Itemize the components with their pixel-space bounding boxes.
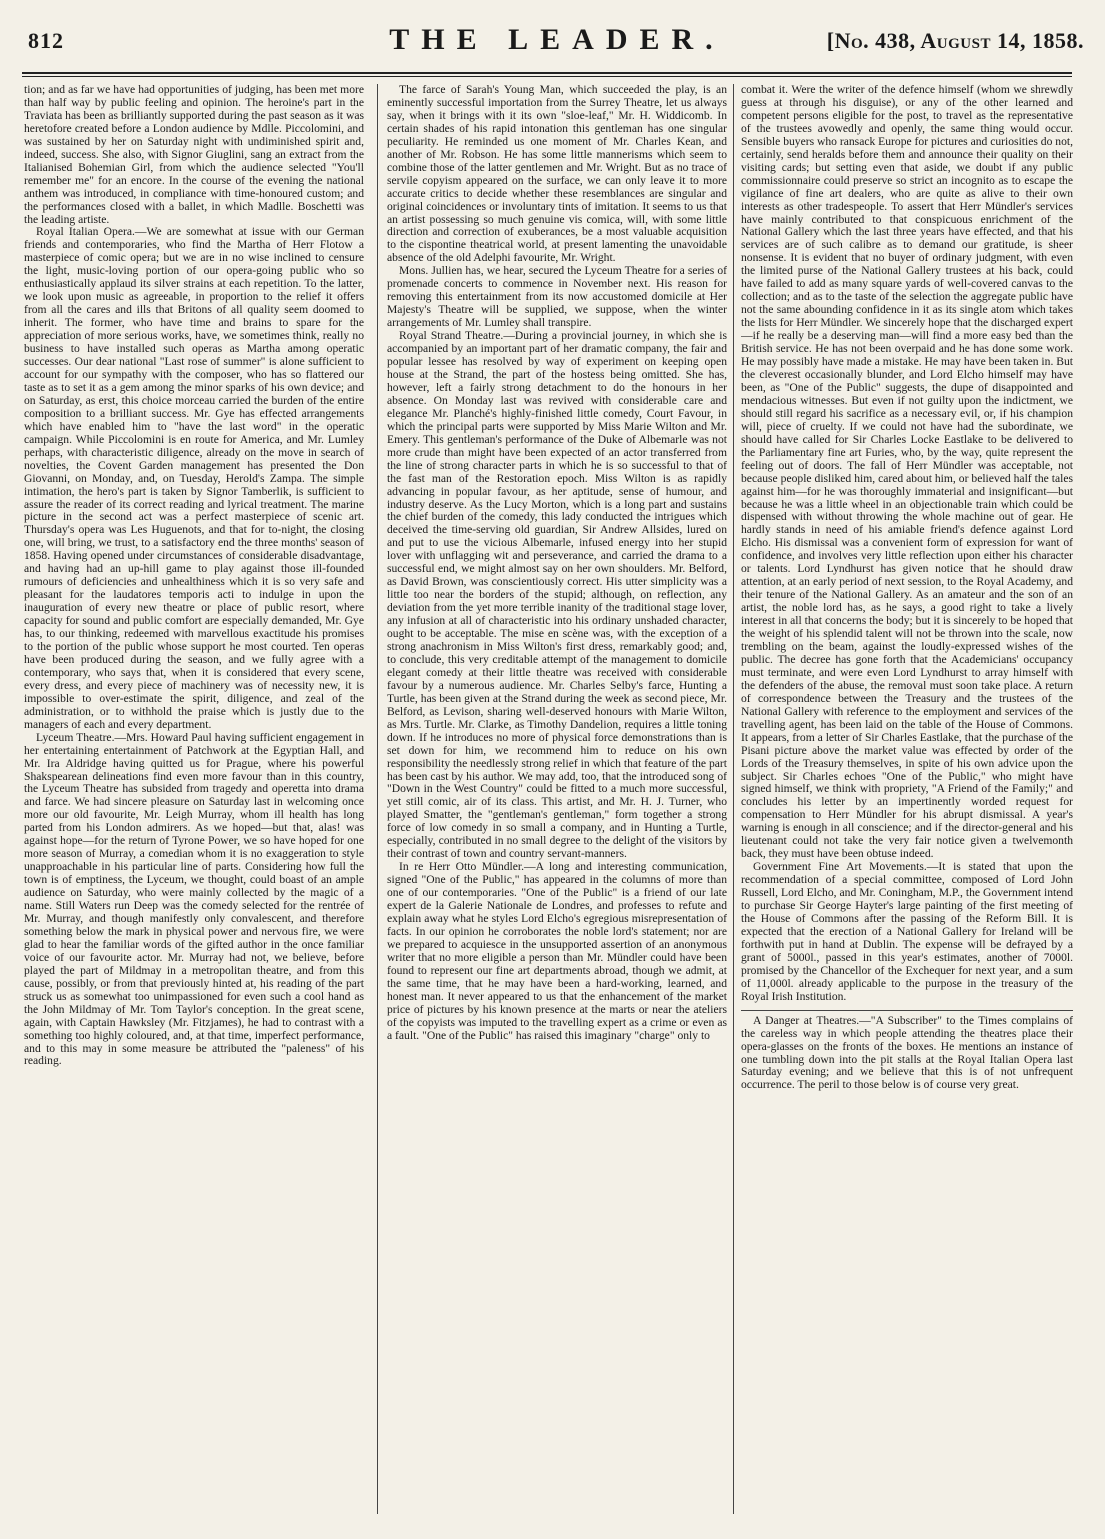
article-paragraph: tion; and as far we have had opportunities of judging, has been met more than half way by public feeling and opinion. The heroine's part in the Traviata has been as brilliantly supported during the past season as it was heretofore created before a London audience by Mdlle. Piccolomini, and was sustained by her on Saturday night with undiminished spirit and, indeed, success. She also, with Signor Giuglini, sang an extract from the Italianised Bohemian Girl, from which the audience selected "You'll remember me" for an encore. In the course of the evening the national anthem was introduced, in compliance with time-honoured custom; and the performances closed with a ballet, in which Madlle. Boschetti was the leading artiste. xyxy=(24,84,364,226)
column-divider xyxy=(733,84,734,1514)
article-royal-strand-theatre: Royal Strand Theatre.—During a provincial journey, in which she is accompanied by an important part of her dramatic company, the fair and popular lessee has resolved by way of experiment on keeping open house at the Strand, the part of the hostess being omitted. She has, however, left a fairly strong detachment to do the honours in her absence. On Monday last was revived with considerable care and elegance Mr. Planché's highly-finished little comedy, Court Favour, in which the principal parts were supported by Miss Marie Wilton and Mr. Emery. This gentleman's performance of the Duke of Albemarle was not more crude than might have been expected of an actor transferred from the line of strong character parts in which he is so successful to that of the fast man of the Restoration epoch. Miss Wilton is as rapidly advancing in popular favour, as her aptitude, sense of humour, and industry deserve. As the Lucy Morton, which is a long part and sustains the chief burden of the comedy, this lady conducted the intrigues which deceived the time-serving old guardian, Sir Andrew Allsides, lured on and put to use the vicious Albemarle, infused energy into her stupid lover with unflagging wit and perseverance, and carried the drama to a successful end, we might almost say on her own shoulders. Mr. Belford, as David Brown, was conscientiously correct. His utter simplicity was a little too near the borders of the stupid; although, on reflection, any deviation from the yet more terrible inanity of the traditional stage lover, any infusion at all of characteristic into his ordinary unshaded character, ought to be acceptable. The mise en scène was, with the exception of a strong anachronism in Miss Wilton's first dress, remarkably good; and, to conclude, this very creditable attempt of the management to domicile elegant comedy at their little theatre was received with considerable favour by a numerous audience. Mr. Charles Selby's farce, Hunting a Turtle, has been given at the Strand during the week as second piece, Mr. Belford, as Levison, sharing well-deserved honours with Marie Wilton, as Mrs. Turtle. Mr. Clarke, as Timothy Dandelion, requires a little toning down. If he introduces no more of physical force demonstrations than is set down for him, we recommend him to reduce on his own responsibility the needlessly strong relief in which that feature of the part has been cast by his author. We may add, too, that the introduced song of "Down in the West Country" could be fitted to a much more successful, yet still comic, air of its class. This artist, and Mr. H. J. Turner, who played Smatter, the "gentleman's gentleman," form together a strong force of low comedy in so small a company, and in Hunting a Turtle, especially, contributed in no small degree to the delight of the visitors by their contrast of town and country servant-manners. xyxy=(387,329,727,861)
article-lyceum-theatre: Lyceum Theatre.—Mrs. Howard Paul having sufficient engagement in her entertaining entertainment of Patchwork at the Egyptian Hall, and Mr. Ira Aldridge having quitted us for Prague, where his powerful Shakspearean delineations find even more favour than in this country, the Lyceum Theatre has subsided from tragedy and operetta into drama and farce. We had sincere pleasure on Saturday last in welcoming once more our old favourite, Mr. Leigh Murray, whom ill health has long parted from his London admirers. As we hoped—but that, alas! was against hope—for the return of Tyrone Power, we so have hoped for one more season of Murray, a comedian whom it is no exaggeration to style unapproachable in his particular line of parts. Considering how full the town is of emptiness, the Lyceum, we thought, could boast of an ample audience on Saturday, who were mainly collected by the magic of a name. Still Waters run Deep was the comedy selected for the rentrée of Mr. Murray, and though manifestly only convalescent, and therefore something below the mark in physical power and nervous fire, we were glad to hear the familiar words of the gifted author in the once familiar voice of our favourite actor. Mr. Murray had not, we believe, before played the part of Mildmay in a metropolitan theatre, and from this cause, possibly, or from that previously hinted at, his reading of the part struck us as somewhat too unimpassioned for even such a cool hand as the John Mildmay of Mr. Tom Taylor's conception. In the great scene, again, with Captain Hawksley (Mr. Fitzjames), he had to contrast with a something too highly coloured, and, at that time, imperfect performance, and to this may in some measure be attributed the "paleness" of his reading. xyxy=(24,730,364,1068)
article-jullien: Mons. Jullien has, we hear, secured the Lyceum Theatre for a series of promenade concerts to commence in November next. His reason for removing this entertainment from its now accustomed domicile at Her Majesty's Theatre will be supplied, we suppose, when the winter arrangements of Mr. Lumley shall transpire. xyxy=(387,264,727,330)
masthead xyxy=(22,18,1092,64)
masthead-rule-thin xyxy=(22,76,1072,77)
column-2 xyxy=(387,84,727,1519)
page-number: 812 xyxy=(28,28,64,53)
article-separator xyxy=(741,1010,1073,1011)
column-3 xyxy=(741,84,1073,1519)
issue-date: [No. 438, August 14, 1858. xyxy=(826,28,1084,53)
article-herr-otto-mundler: In re Herr Otto Mündler.—A long and interesting communication, signed "One of the Public," has appeared in the columns of more than one of our contemporaries. "One of the Public" is a friend of our late expert de la Galerie Nationale de Londres, and professes to refute and explain away what he styles Lord Elcho's egregious misrepresentation of facts. In our opinion he corroborates the noble lord's statement; nor are we prepared to acquiesce in the unsupported assertion of an anonymous writer that no more eligible a person than Mr. Mündler could have been found to represent our fine art departments abroad, though we admit, at the same time, that he may have been a hard-working, learned, and honest man. It never appeared to us that the enhancement of the market price of pictures by his known presence at the marts or near the ateliers of the copyists was imputed to the travelling expert as a crime or even as a fault. "One of the Public" has raised this imaginary "charge" only to xyxy=(387,860,727,1042)
article-paragraph: The farce of Sarah's Young Man, which succeeded the play, is an eminently successful importation from the Surrey Theatre, let us always say, when it brings with it its own "sloe-leaf," Mr. H. Widdicomb. In certain shades of his rapid intonation this gentleman has one singular peculiarity. He reminded us one moment of Mr. Charles Kean, and another of Mr. Robson. He has some little mannerisms which seem to combine those of the latter gentlemen and Mr. Wright. But as no trace of servile copyism appeared on the surface, we can only leave it to more accurate critics to decide whether these resemblances are singular and original coincidences or involuntary tints of imitation. It seems to us that an artist possessing so much genuine vis comica, will, with some little direction and correction of exuberances, be a most valuable acquisition to the cispontine theatrical world, at present lamenting the unavoidable absence of the old Adelphi favourite, Mr. Wright. xyxy=(387,84,727,265)
column-1 xyxy=(24,84,364,1519)
article-paragraph: combat it. Were the writer of the defence himself (whom we shrewdly guess at through his disguise), or any of the other learned and competent persons eligible for the post, to travel as the representative of the trustees avowedly and openly, the same thing would occur. Sensible buyers who ransack Europe for pictures and curiosities do not, certainly, send heralds before them and announce their quality on their visiting cards; but setting even that aside, we doubt if any public commissionnaire could preserve so strict an incognito as to escape the vigilance of fine art dealers, who are quite as alive to their own interests as other tradespeople. To assert that Herr Mündler's services have mainly contributed to that conspicuous enrichment of the National Gallery which the last three years have effected, and that his services are of such calibre as to demand our gratitude, is sheer nonsense. It is evident that no buyer of ordinary judgment, with even the limited purse of the National Gallery trustees at his back, could have failed to add as many square yards of well-covered canvas to the collection; and as to the taste of the selection the aggregate public have not the same abounding confidence in it as its single atom which takes the lists for Herr Mündler. We sincerely hope that the discharged expert—if he really be a deserving man—will find a more easy bed than the British service. He has not been overpaid and he has done some work. He may possibly have made a mistake. He may have been taken in. But the cleverest occasionally blunder, and Lord Elcho himself may have been, as "One of the Public" suggests, the dupe of disappointed and mendacious witnesses. But even if not guilty upon the indictment, we should still regard his sacrifice as a necessary evil, or, if his champion will, piece of cruelty. If we could not have had the subordinate, we should have called for Sir Charles Locke Eastlake to be delivered to the Parliamentary fine art Furies, who, by the way, quite represent the feeling out of doors. The fall of Herr Mündler was acceptable, not because people disliked him, cared about him, or believed half the tales against him—for he was thoroughly immaterial and insignificant—but because he was a little wheel in an objectionable train which could be dispensed with without throwing the whole machine out of gear. He hardly stands in need of his amiable friend's defence against Lord Elcho. His dismissal was a convenient form of expression for want of confidence, and involves very little reflection upon either his character or talents. Lord Lyndhurst has given notice that he should draw attention, at an early period of next session, to the Royal Academy, and their tenure of the National Gallery. As an amateur and the son of an artist, the noble lord has, as he says, a good right to take a lively interest in all that concerns the body; but it is sincerely to be hoped that the weight of his splendid talent will not be thrown into the scale, now trembling on the beam, against the loudly-expressed wishes of the public. The decree has gone forth that the Academicians' occupancy must terminate, and were even Lord Lyndhurst to array himself with the defenders of the abuse, the removal must soon take place. A return of correspondence between the Treasury and the trustees of the National Gallery with reference to the employment and services of the travelling agent, has been laid on the table of the House of Commons. It appears, from a letter of Sir Charles Eastlake, that the purchase of the Pisani picture above the market value was effected by order of the Lords of the Treasury themselves, in spite of his own advice upon the subject. Sir Charles echoes "One of the Public," who might have signed himself, we think with propriety, "A Friend of the Family;" and concludes his letter by an impertinently worded request for compensation to Herr Mündler for his abrupt dismissal. A year's warning is enough in all conscience; and if the director-general and his lieutenant could not take the very fair notice given a twelvemonth back, they must have been obtuse indeed. xyxy=(741,84,1073,861)
article-government-fine-art: Government Fine Art Movements.—It is stated that upon the recommendation of a special committee, composed of Lord John Russell, Lord Elcho, and Mr. Coningham, M.P., the Government intend to purchase Sir George Hayter's large painting of the first meeting of the House of Commons after the passing of the Reform Bill. It is expected that the erection of a National Gallery for Ireland will be forthwith put in hand at Dublin. The expense will be defrayed by a grant of 5000l., passed in this year's estimates, another of 7000l. promised by the Chancellor of the Exchequer for next year, and a sum of 11,000l. already applicable to the purpose in the treasury of the Royal Irish Institution. xyxy=(741,860,1073,1003)
masthead-rule xyxy=(22,72,1072,74)
article-danger-at-theatres: A Danger at Theatres.—"A Subscriber" to the Times complains of the careless way in which people attending the theatres place their opera-glasses on the fronts of the boxes. He mentions an instance of one tumbling down into the pit stalls at the Royal Italian Opera last Saturday evening; and we believe that this is of not unfrequent occurrence. The peril to those below is of course very great. xyxy=(741,1013,1073,1092)
column-divider xyxy=(377,84,378,1514)
newspaper-title: THE LEADER. xyxy=(389,23,725,56)
article-royal-italian-opera: Royal Italian Opera.—We are somewhat at issue with our German friends and contemporaries, who find the Martha of Herr Flotow a masterpiece of comic opera; but we are in no wise inclined to censure the light, music-loving portion of our opera-going public who so enthusiastically applaud its silver strains at each repetition. To the latter, we look upon music as agreeable, in proportion to the relief it offers from all the cares and ills that Britons of all quality seem doomed to inherit. The former, who have time and brains to spare for the appreciation of more serious works, have, we sometimes think, really no business to have installed such operas as Martha among operatic successes. Our dear national "Last rose of summer" is alone sufficient to account for our sympathy with the composer, who has so flattered our taste as to set it as a gem among the minor sparks of his own device; and on Saturday, as erst, this choice morceau carried the burden of the entire composition to a brilliant success. Mr. Gye has effected arrangements which have enabled him to "have the last word" in the operatic campaign. While Piccolomini is en route for America, and Mr. Lumley perhaps, with characteristic diligence, already on the move in search of novelties, the Covent Garden management has presented the Don Giovanni, on Monday, and, on Tuesday, Herold's Zampa. The simple intimation, the hero's part is taken by Signor Tamberlik, is sufficient to assure the reader of its correct reading and lyrical treatment. The marine picture in the second act was a perfect masterpiece of scenic art. Thursday's opera was Les Huguenots, and that for to-night, the closing one, will bring, we trust, to a satisfactory end the three months' season of 1858. Having opened under circumstances of considerable disadvantage, and having had an up-hill game to play against those ill-founded rumours of deficiencies and unhealthiness which it is so very safe and pleasant for the laudatores temporis acti to indulge in upon the inauguration of every new theatre or place of public resort, where capacity for sound and public comfort are especially demanded, Mr. Gye has, to our thinking, redeemed with marvellous exactitude his promises to the portion of the public whose support he most courted. Ten operas have been produced during the season, and we fully agree with a contemporary, who says that, when it is considered that every scene, every dress, and every piece of machinery was of necessity new, it is impossible to over-estimate the spirit, diligence, and zeal of the administration, or to withhold the praise which is justly due to the managers of each and every department. xyxy=(24,225,364,731)
